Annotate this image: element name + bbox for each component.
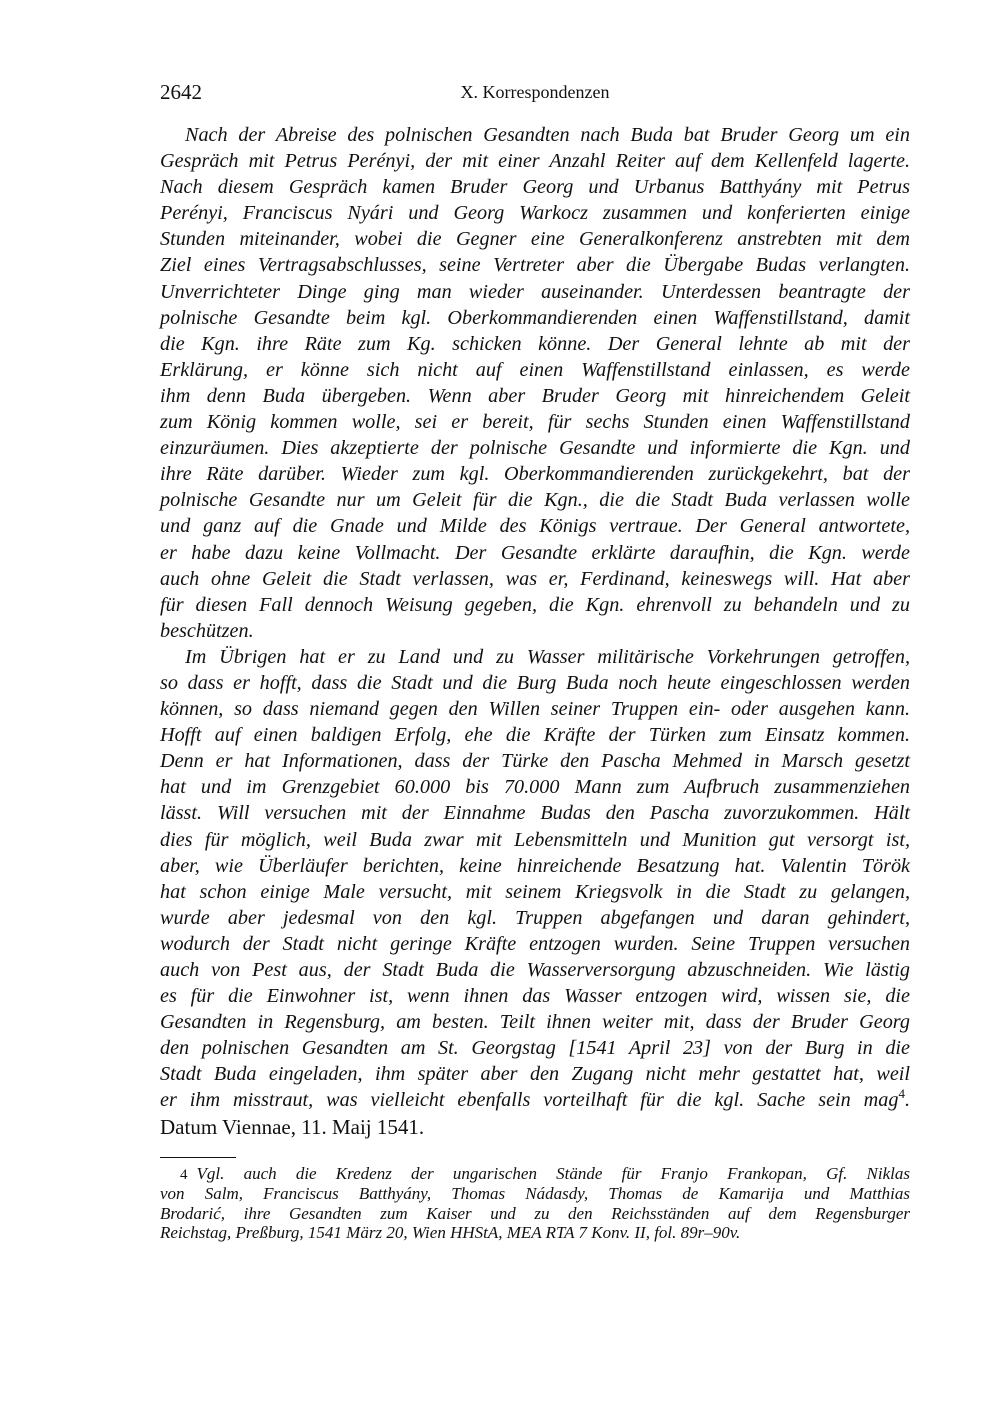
footnote [160, 1164, 910, 1243]
text-line: Nach der Abreise des polnischen Gesandten nach Buda bat Bruder Georg um ein [185, 124, 910, 146]
dating-line: Datum Viennae, 11. Maij 1541. [160, 1114, 425, 1139]
text-line: hat schon einige Male versucht, mit seinem Kriegsvolk in die Stadt zu gelangen, [160, 880, 910, 903]
text-line: den polnischen Gesandten am St. Georgstag [1541 April 23] von der Burg in die [160, 1037, 910, 1060]
text-line: polnische Gesandte beim kgl. Oberkommandierenden einen Waffenstillstand, damit [160, 306, 910, 329]
footnote-line: Reichstag, Preßburg, 1541 März 20, Wien HHStA, MEA RTA 7 Konv. II, fol. 89r–90v. [160, 1223, 741, 1243]
footnote-text: Vgl. auch die Kredenz der ungarischen Stände für Franjo Frankopan, Gf. Niklas [196, 1164, 910, 1183]
text-line: es für die Einwohner ist, wenn ihnen das Wasser entzogen wird, wissen sie, die [160, 985, 910, 1008]
text-line: Hofft auf einen baldigen Erfolg, ehe die Kräfte der Türken zum Einsatz kommen. [160, 724, 910, 747]
text-line: so dass er hofft, dass die Stadt und die Burg Buda noch heute eingeschlossen werden [160, 671, 910, 694]
text-line: Stunden miteinander, wobei die Gegner eine Generalkonferenz anstrebten mit dem [160, 228, 910, 251]
text-line: und ganz auf die Gnade und Milde des Königs vertraue. Der General antwortete, [160, 515, 910, 538]
footnote-divider [160, 1157, 236, 1158]
text-line-with-note [160, 1087, 910, 1113]
text-line: auch ohne Geleit die Stadt verlassen, was er, Ferdinand, keineswegs will. Hat aber [160, 567, 910, 590]
text-line: ihm denn Buda übergeben. Wenn aber Bruder Georg mit hinreichendem Geleit [160, 384, 910, 407]
text-line: Denn er hat Informationen, dass der Türke den Pascha Mehmed in Marsch gesetzt [160, 750, 910, 773]
text-line: auch von Pest aus, der Stadt Buda die Wasserversorgung abzuschneiden. Wie lästig [160, 959, 910, 981]
footnote-line: von Salm, Franciscus Batthyány, Thomas Nádasdy, Thomas de Kamarija und Matthias [160, 1183, 910, 1203]
text-line: Gespräch mit Petrus Perényi, der mit einer Anzahl Reiter auf dem Kellenfeld lagerte. [160, 150, 910, 173]
footnote-reference[interactable]: 4 [898, 1086, 905, 1102]
text-line: lässt. Will versuchen mit der Einnahme Budas den Pascha zuvorzukommen. Hält [160, 802, 910, 825]
main-text [160, 122, 910, 1140]
footnote-marker: 4 [180, 1167, 188, 1183]
footnote-line: Brodarić, ihre Gesandten zum Kaiser und zu den Reichsständen auf dem Regensburger [160, 1203, 910, 1223]
text-line: er habe dazu keine Vollmacht. Der Gesandte erklärte daraufhin, die Kgn. werde [160, 541, 910, 564]
line-text: er ihm misstraut, was vielleicht ebenfalls vorteilhaft für die kgl. Sache sein mag [160, 1089, 899, 1112]
page-number: 2642 [160, 80, 202, 104]
running-title: X. Korrespondenzen [460, 82, 610, 102]
text-line: einzuräumen. Dies akzeptierte der polnische Gesandte und informierte die Kgn. und [160, 437, 910, 460]
text-line: polnische Gesandte nur um Geleit für die Kgn., die die Stadt Buda verlassen wolle [160, 489, 910, 512]
text-line: für diesen Fall dennoch Weisung gegeben, die Kgn. ehrenvoll zu behandeln und zu [160, 593, 910, 616]
text-line: Nach diesem Gespräch kamen Bruder Georg und Urbanus Batthyány mit Petrus [160, 176, 910, 199]
text-line: zum König kommen wolle, sei er bereit, für sechs Stunden einen Waffenstillstand [160, 411, 910, 434]
text-line: aber, wie Überläufer berichten, keine hinreichende Besatzung hat. Valentin Török [160, 854, 910, 877]
text-line: Ziel eines Vertragsabschlusses, seine Vertreter aber die Übergabe Budas verlangten. [160, 254, 910, 277]
footnote-line [160, 1164, 910, 1184]
text-line: hat und im Grenzgebiet 60.000 bis 70.000 Mann zum Aufbruch zusammenziehen [160, 776, 910, 799]
text-line: dies für möglich, weil Buda zwar mit Lebensmitteln und Munition gut versorgt ist, [160, 828, 910, 851]
text-line: wodurch der Stadt nicht geringe Kräfte entzogen wurden. Seine Truppen versuchen [160, 932, 910, 955]
text-line: Stadt Buda eingeladen, ihm später aber den Zugang nicht mehr gestattet hat, weil [160, 1063, 910, 1086]
page-header [160, 80, 910, 108]
text-line: Perényi, Franciscus Nyári und Georg Warkocz zusammen und konferierten einige [160, 202, 910, 225]
text-line: Erklärung, er könne sich nicht auf einen Waffenstillstand einlassen, es werde [160, 358, 910, 381]
text-line: beschützen. [160, 619, 254, 642]
text-line: die Kgn. ihre Räte zum Kg. schicken könne. Der General lehnte ab mit der [160, 332, 910, 355]
text-line: Unverrichteter Dinge ging man wieder auseinander. Unterdessen beantragte der [160, 280, 910, 303]
text-line: Gesandten in Regensburg, am besten. Teilt ihnen weiter mit, dass der Bruder Georg [160, 1011, 910, 1034]
text-line: können, so dass niemand gegen den Willen seiner Truppen ein- oder ausgehen kann. [160, 698, 910, 721]
text-line: Im Übrigen hat er zu Land und zu Wasser militärische Vorkehrungen getroffen, [185, 645, 910, 668]
line-end-period: . [904, 1089, 910, 1112]
text-line: wurde aber jedesmal von den kgl. Truppen abgefangen und daran gehindert, [160, 906, 910, 929]
text-line: ihre Räte darüber. Wieder zum kgl. Oberkommandierenden zurückgekehrt, bat der [160, 463, 910, 486]
